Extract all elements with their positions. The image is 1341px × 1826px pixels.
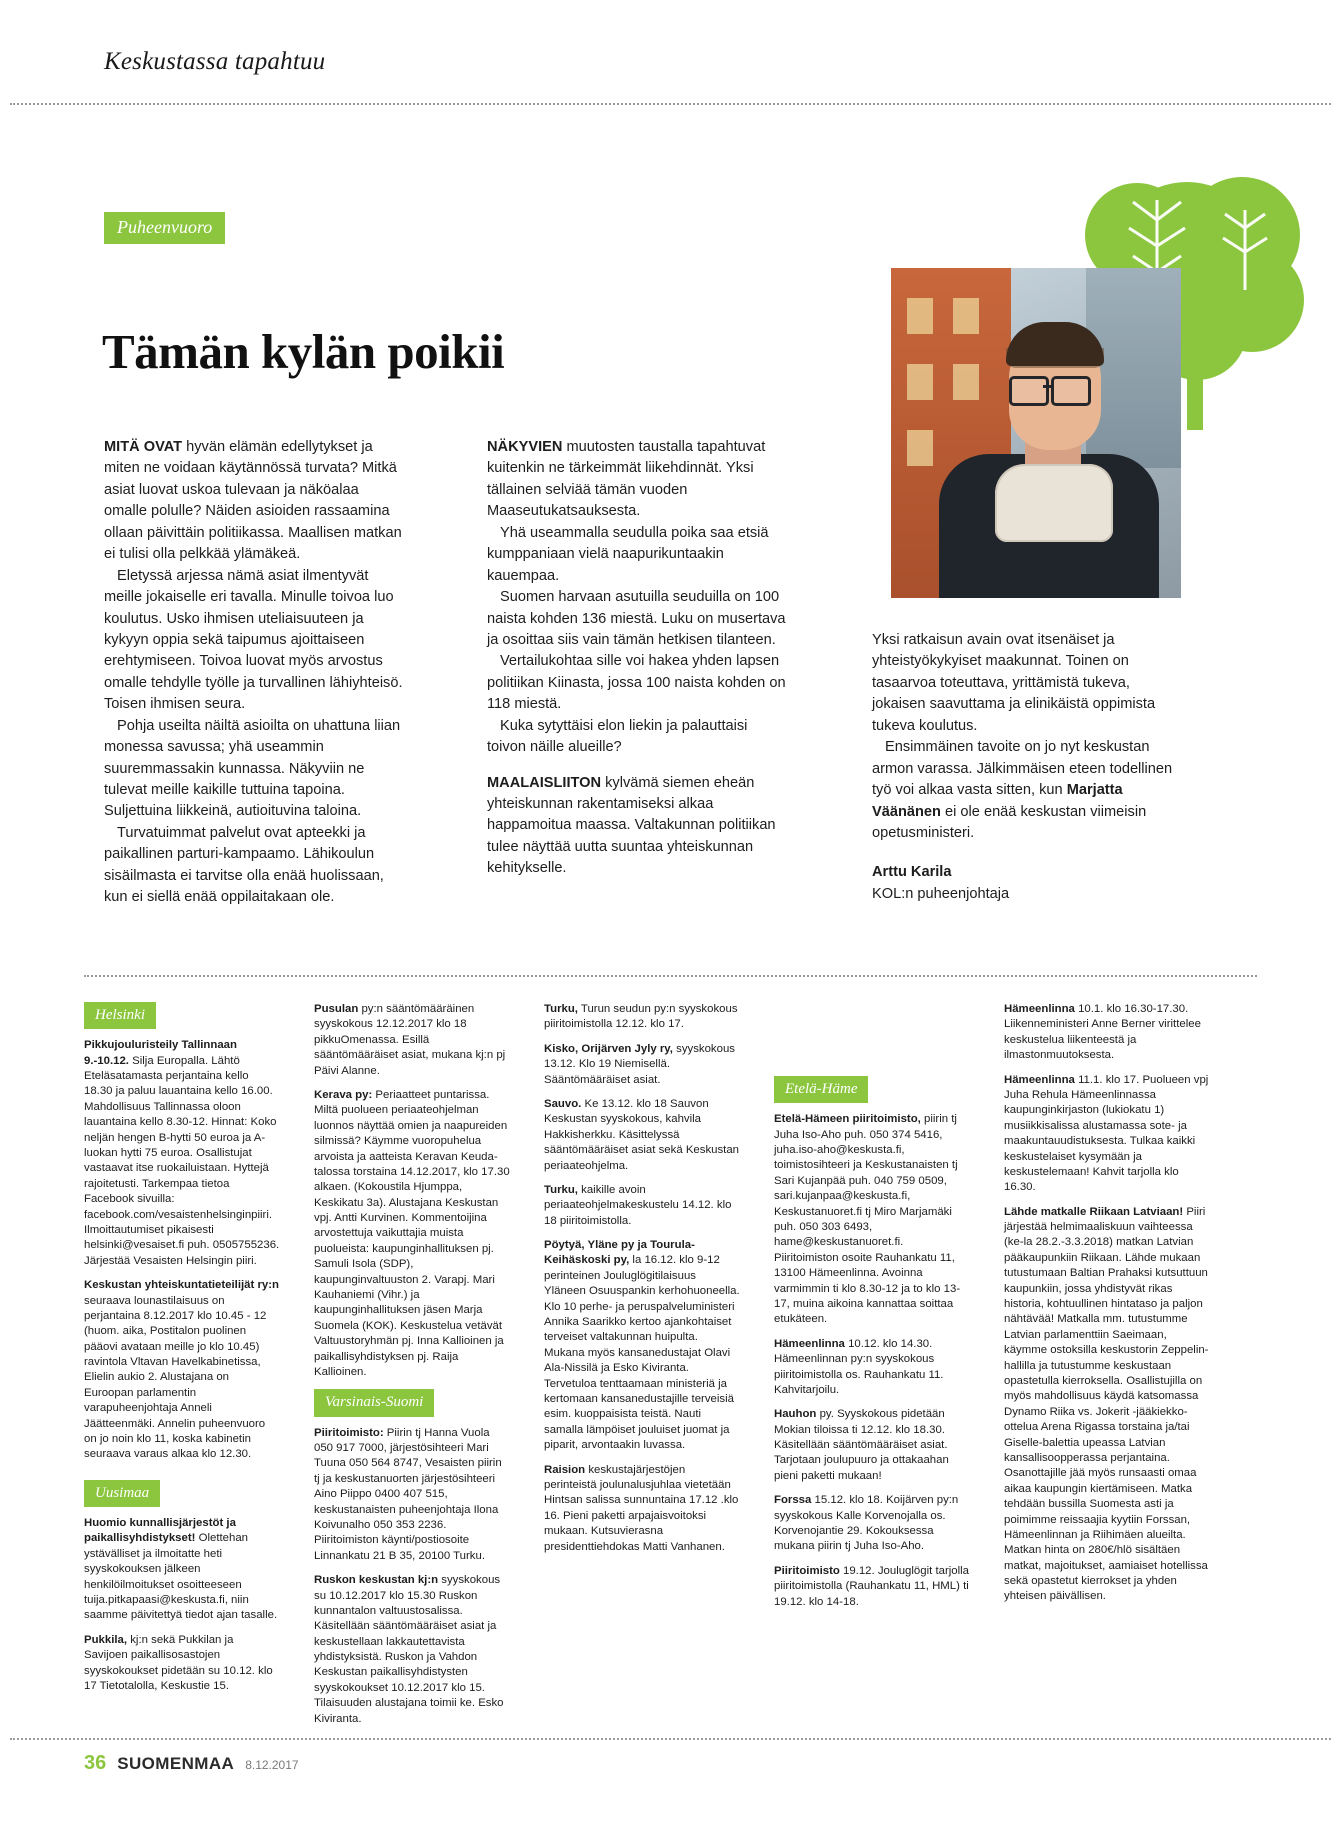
article-paragraph: MAALAISLIITON kylvämä siemen eheän yhteiskunnan rakentamiseksi alkaa happamoitua maassa. Valtakunnan politiikan tulee näyttää uutta suuntaa yhteiskunnan kehitykselle. bbox=[487, 774, 776, 877]
listings-column-1 bbox=[84, 1002, 280, 1703]
listings-column-5 bbox=[1004, 1002, 1210, 1614]
listing-item: Hauhon py. Syyskokous pidetään Mokian tiloissa ti 12.12. klo 18.30. Käsitellään sääntömääräiset asiat. Tarjotaan joulupuuro ja ottakaahan pieni paketti mukaan! bbox=[774, 1408, 949, 1482]
listing-item: Pikkujouluristeily Tallinnaan 9.-10.12. Silja Europalla. Lähtö Eteläsatamasta perjantaina kello 18.30 ja paluu lauantaina kello 16.00. Mahdollisuus Tallinnassa oloon lauantaina kello 8.30-12. Hinnat: Koko neljän hengen B-hytti 50 euroa ja A-luokan hytti 75 euroa. Osallistujat vastaavat itse ruokailuistaan. Hyttejä rajoitetusti. Tarkempaa tietoa Facebook sivuilla: facebook.com/vesaistenhelsinginpiiri. Ilmoittautumiset pikaisesti helsinki@vesaiset.fi puh. 0505755236. Järjestää Vesaisten Helsingin piiri. bbox=[84, 1039, 280, 1267]
listing-item: Piiritoimisto 19.12. Jouluglögit tarjolla piiritoimistolla (Rauhankatu 11, HML) ti 19.12. klo 14-18. bbox=[774, 1564, 970, 1608]
listing-item: Kerava py: Periaatteet puntarissa. Miltä puolueen periaateohjelman luonnos näyttää omien ja naapureiden silmissä? Käymme vuoropuhelua arvoista ja aatteista Keravan Keuda-talossa torstaina 14.12.2017, klo 17.30 alkaen. (Kokoustila Hjumppa, Keskikatu 3a). Alustajana Keskustan vpj. Antti Kurvinen. Kommentoijina arvostettuja vaikuttajia muista puolueista: kaupunginhallituksen pj. Samuli Isola (SDP), kaupunginvaltuuston 2. Varapj. Mari Kauhaniemi (Vihr.) ja kaupunginhallituksen jäsen Marja Suomela (KOK). Keskustelua vetävät Valtuustoryhmän pj. Inna Kallioinen ja paikallisyhdistyksen pj. Raija Kallioinen. bbox=[314, 1088, 510, 1378]
listing-item: Pukkila, kj:n sekä Pukkilan ja Savijoen paikallisosastojen syyskokoukset pidetään su 10.12. klo 17 Tietotalolla, Keskustie 15. bbox=[84, 1633, 273, 1692]
article-paragraph: Eletyssä arjessa nämä asiat ilmentyvät meille jokaiselle eri tavalla. Minulle toivoa luo koulutus. Usko ihmisen uteliaisuuteen ja kykyyn oppia sekä taipumus ajoittaiseen erehtymiseen. Toivoa luovat myös arvostus omalle tehdylle työlle ja turvallinen lähiyhteisö. Toisen ihmisen seura. bbox=[104, 567, 403, 713]
listing-item: Turku, Turun seudun py:n syyskokous piiritoimistolla 12.12. klo 17. bbox=[544, 1003, 738, 1031]
city-tag-varsinais-suomi: Varsinais-Suomi bbox=[314, 1389, 434, 1416]
page-footer bbox=[84, 1752, 299, 1775]
listing-item: Raision keskustajärjestöjen perinteistä joulunalusjuhlaa vietetään Hintsan salissa sunnuntaina 17.12 .klo 16. Pieni paketti arpajaisvoitoksi mukaan. Kutsuvierasna presidenttiehdokas Matti Vanhanen. bbox=[544, 1463, 739, 1553]
listing-item: Pusulan py:n sääntömääräinen syyskokous 12.12.2017 klo 18 pikkuOmenassa. Esillä sääntömääräiset asiat, mukana kj:n pj Päivi Alanne. bbox=[314, 1003, 506, 1077]
city-tag-uusimaa: Uusimaa bbox=[84, 1480, 160, 1507]
article-paragraph: Yksi ratkaisun avain ovat itsenäiset ja yhteistyökykyiset maakunnat. Toinen on tasaarvoa toteuttava, yrittämistä tukeva, jokaisen saavuttama ja elinikäistä oppimista tukeva koulutus. bbox=[872, 632, 1156, 734]
article-paragraph: NÄKYVIEN muutosten taustalla tapahtuvat kuitenkin ne tärkeimmät liikehdinnät. Yksi tällainen selviää tämän vuoden Maaseutukatsauksesta. bbox=[487, 439, 766, 520]
running-head: Keskustassa tapahtuu bbox=[104, 48, 326, 75]
listing-item: Hämeenlinna 10.12. klo 14.30. Hämeenlinnan py:n syyskokous piiritoimistolla os. Rauhankatu 11. Kahvitarjoilu. bbox=[774, 1337, 944, 1396]
article-paragraph: MITÄ OVAT hyvän elämän edellytykset ja miten ne voidaan käytännössä turvata? Mitkä asiat luovat uskoa tulevaan ja näköalaa omalle polulle? Näiden asioiden rassaamina ollaan päivittäin politiikassa. Maallisen matkan ei tulisi olla pelkkää ylämäkeä. bbox=[104, 439, 402, 563]
listing-item: Kisko, Orijärven Jyly ry, syyskokous 13.12. Klo 19 Niemisellä. Sääntömääräiset asiat. bbox=[544, 1042, 735, 1086]
article-paragraph: Turvatuimmat palvelut ovat apteekki ja paikallinen parturi-kampaamo. Lähikoulun sisäilmasta ei tarvitse olla enää huolissaan, kun ei siellä enää oppilaitakaan ole. bbox=[104, 824, 384, 906]
listing-item: Piiritoimisto: Piirin tj Hanna Vuola 050 917 7000, järjestösihteeri Mari Tuuna 050 564 8747, Vesaisten piirin tj ja keskustanuorten järjestösihteeri Aino Piippo 0400 407 515, keskustanaisten puheenjohtaja Ilona Koivunalho 050 353 2236. Piiritoimiston käynti/postiosoite Linnankatu 21 B 35, 20100 Turku. bbox=[314, 1426, 502, 1562]
header-divider bbox=[10, 103, 1331, 105]
article-kicker: Puheenvuoro bbox=[104, 212, 225, 244]
listing-item: Etelä-Hämeen piiritoimisto, piirin tj Juha Iso-Aho puh. 050 374 5416, juha.iso-aho@keskusta.fi, toimistosihteeri ja Keskustanaisten tj Sari Kujanpää puh. 040 759 0509, sari.kujanpaa@keskusta.fi, Keskustanuoret.fi tj Miro Marjamäki puh. 050 303 6493, hame@keskustanuoret.fi. Piiritoimiston osoite Rauhankatu 11, 13100 Hämeenlinna. Avoinna varmimmin ti klo 8.30-12 ja to klo 13-17, muina aikoina kannattaa soittaa etukäteen. bbox=[774, 1113, 961, 1326]
listings-column-2 bbox=[314, 1002, 510, 1736]
article-column-3 bbox=[872, 630, 1177, 905]
listing-item: Lähde matkalle Riikaan Latviaan! Piiri järjestää helmimaaliskuun vaihteessa (ke-la 28.2.-3.3.2018) matkan Latvian pääkaupunkiin Riikaan. Lähde mukaan tutustumaan Baltian Prahaksi kutsuttuun kaupunkiin, jossa yhdistyvät rikas historia, kohtuullinen hintataso ja paljon nähtävää! Matkalla mm. tutustumme Latvian parlamenttiin Saeimaan, käymme ostoksilla keskustorin Zeppelin-hallilla ja tutustumme keskustaan opastetulla kierroksella. Osallistujilla on myös mahdollisuus käydä katsomassa Dynamo Riika vs. Jokerit -jääkiekko-ottelua Arena Rigassa torstaina ja/tai Giselle-balettia upeassa Latvian kansallisoopperassa perjantaina. Osanottajille jää myös runsaasti omaa aikaa kaupungin kiertämiseen. Matka tehdään bussilla Suomesta asti ja poimimme reissaajia kyytiin Forssan, Hämeenlinnan ja Riihimäen alueilta. Matkan hinta on 280€/hlö sisältäen matkat, majoitukset, aamiaiset hotellissa sekä opastetut kierrokset ja yhden yhteisen päivällisen. bbox=[1004, 1205, 1209, 1603]
listing-item: Huomio kunnallisjärjestöt ja paikallisyhdistykset! Olettehan ystävälliset ja ilmoitatte heti syyskokouksen jälkeen henkilöilmoitukset osoitteeseen tuija.pitkapaasi@keskusta.fi, niin saamme päivitettyä tiedot ajan tasalle. bbox=[84, 1517, 278, 1622]
listings-column-3 bbox=[544, 1002, 740, 1564]
page-number: 36 bbox=[84, 1752, 107, 1774]
publication-date: 8.12.2017 bbox=[245, 1758, 299, 1772]
author-title: KOL:n puheenjohtaja bbox=[872, 885, 1010, 902]
article-paragraph: Vertailukohtaa sille voi hakea yhden lapsen politiikan Kiinasta, jossa 100 naista kohden on 118 miestä. bbox=[487, 653, 786, 713]
events-listings bbox=[84, 1002, 1264, 1725]
listing-item: Pöytyä, Yläne py ja Tourula-Keihäskoski py, la 16.12. klo 9-12 perinteinen Jouluglögitilaisuus Yläneen Osuuspankin kerhohuoneella. Klo 10 perhe- ja peruspalveluministeri Annika Saarikko kertoo ajankohtaiset terveiset valtakunnan huipulta. Mukana myös kansanedustajat Olavi Ala-Nissilä ja Esko Kiviranta. Tervetuloa tenttaamaan ministeriä ja kertomaan kansanedustajille terveisiä esim. kuoppaisista teistä. Nauti samalla lämpöiset jouluiset juomat ja piparit, arvontaakin luvassa. bbox=[544, 1239, 740, 1452]
listing-item: Keskustan yhteiskuntatieteilijät ry:n seuraava lounastilaisuus on perjantaina 8.12.2017 klo 10.45 - 12 (huom. aika, Postitalon puolinen pääovi avataan meille jo klo 10.45) ravintola Vltavan Havelkabinetissa, Elielin aukio 2. Alustajana on Euroopan parlamentin varapuheenjohtaja Anneli Jäätteenmäki. Annelin puheenvuoro on jo noin klo 11, koska kabinetin seuraava varaus alkaa klo 12.30. bbox=[84, 1279, 279, 1461]
article-paragraph: Suomen harvaan asutuilla seuduilla on 100 naista kohden 136 miestä. Luku on musertava ja osoittaa siis vain tämän hetkisen tilanteen. bbox=[487, 589, 786, 648]
city-tag-etela-hame: Etelä-Häme bbox=[774, 1076, 868, 1103]
author-signature bbox=[872, 862, 1177, 904]
author-photo bbox=[891, 268, 1181, 598]
listing-item: Forssa 15.12. klo 18. Koijärven py:n syyskokous Kalle Korvenojalla os. Korvenojantie 29. Kokouksessa mukana piirin tj Juha Iso-Aho. bbox=[774, 1494, 959, 1553]
listing-item: Hämeenlinna 11.1. klo 17. Puolueen vpj Juha Rehula Hämeenlinnassa kaupunginkirjaston (lukiokatu 1) musiikkisalissa alustamassa sote- ja maakuntauudistuksesta. Tulkaa kaikki keskustelaiset kysymään ja keskustelemaan! Kahvit tarjolla klo 16.30. bbox=[1004, 1073, 1209, 1194]
publication-name: SUOMENMAA bbox=[117, 1754, 235, 1773]
section-divider bbox=[84, 975, 1257, 977]
article-column-2 bbox=[487, 437, 787, 880]
article-column-1 bbox=[104, 437, 404, 909]
listing-item: Sauvo. Ke 13.12. klo 18 Sauvon Keskustan syyskokous, kahvila Hakkisherkku. Käsittelyssä sääntömääräiset asiat sekä Keskustan periaateohjelma. bbox=[544, 1097, 740, 1172]
article-paragraph: Yhä useammalla seudulla poika saa etsiä kumppaniaan vielä naapurikuntaakin kauempaa. bbox=[487, 524, 769, 584]
listing-item: Hämeenlinna 10.1. klo 16.30-17.30. Liikenneministeri Anne Berner virittelee keskustelua liikenteestä ja ilmastonmuutoksesta. bbox=[1004, 1003, 1201, 1062]
footer-divider bbox=[10, 1738, 1331, 1740]
author-name: Arttu Karila bbox=[872, 864, 952, 881]
listing-item: Turku, kaikille avoin periaateohjelmakeskustelu 14.12. klo 18 piiritoimistolla. bbox=[544, 1183, 732, 1227]
article-paragraph: Ensimmäinen tavoite on jo nyt keskustan armon varassa. Jälkimmäisen eteen todellinen työ voi alkaa vasta sitten, kun Marjatta Väänänen ei ole enää keskustan viimeisin opetusministeri. bbox=[872, 739, 1173, 841]
city-tag-helsinki: Helsinki bbox=[84, 1002, 156, 1029]
listings-column-4 bbox=[774, 1002, 970, 1619]
article-paragraph: Kuka sytyttäisi elon liekin ja palauttaisi toivon näille alueille? bbox=[487, 717, 748, 756]
page-title: Tämän kylän poikii bbox=[102, 323, 505, 379]
listing-item: Ruskon keskustan kj:n syyskokous su 10.12.2017 klo 15.30 Ruskon kunnantalon valtuustosalissa. Käsitellään sääntömääräiset asiat ja keskustellaan lakkautettavista yhdistyksistä. Ruskon ja Vahdon Keskustan paikallisyhdistysten syyskokoukset 10.12.2017 klo 15. Tilaisuuden alustajana toimii ke. Esko Kiviranta. bbox=[314, 1574, 504, 1725]
article-paragraph: Pohja useilta näiltä asioilta on uhattuna liian monessa savussa; yhä useammin suuremmassakin kunnassa. Näkyviin ne tulevat meille kaikille tuttuina tapoina. Suljettuina liikkeinä, autioituvina taloina. bbox=[104, 717, 401, 820]
